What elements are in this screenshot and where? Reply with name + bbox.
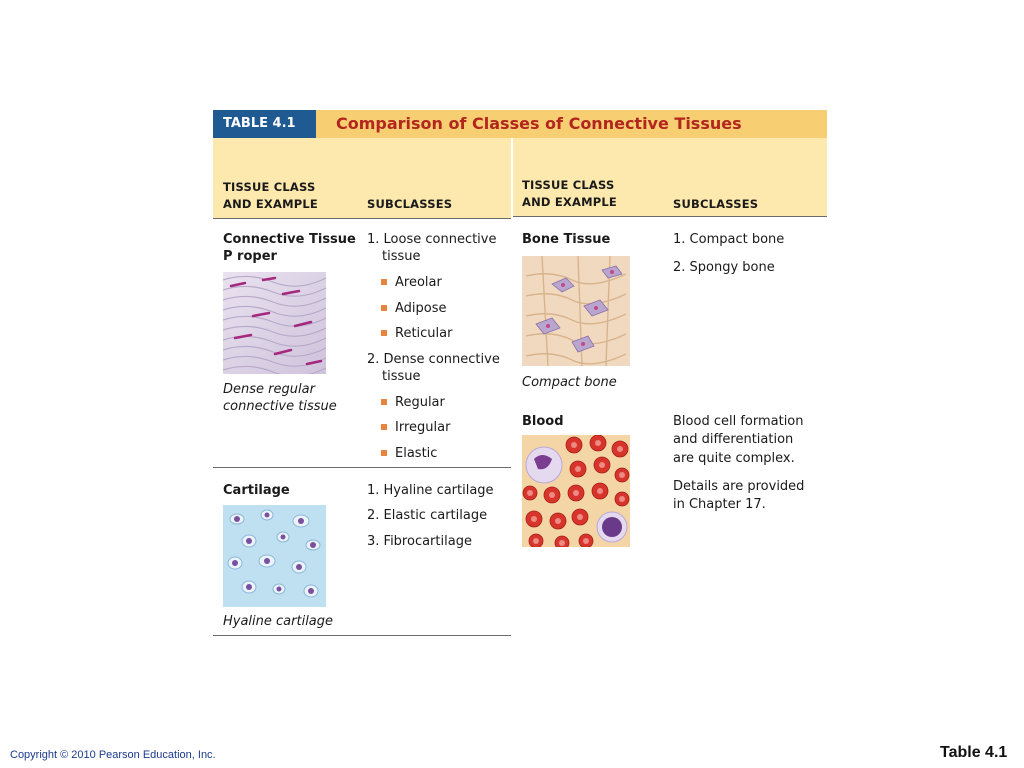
caption-compact-bone: Compact bone	[522, 375, 617, 390]
table-bottom-rule	[213, 635, 511, 636]
row-divider	[213, 467, 511, 468]
bullet-icon	[381, 330, 387, 336]
subclass-dense-line1: 2. Dense connective	[367, 352, 500, 367]
header-tissue-class-left: TISSUE CLASS AND EXAMPLE	[223, 180, 318, 211]
header-rule-right	[513, 216, 827, 217]
caption-dense-regular-line1: Dense regular	[223, 382, 315, 397]
table-number-label: TABLE 4.1	[213, 110, 316, 138]
tissue-name-ctp-line1: Connective Tissue	[223, 232, 356, 247]
blood-desc-line2: and differentiation	[673, 432, 794, 447]
table-title: Comparison of Classes of Connective Tissues	[336, 114, 742, 133]
header-rule-left	[213, 218, 511, 219]
caption-dense-regular-line2: connective tissue	[223, 399, 337, 414]
subclass-dense-line2: tissue	[382, 369, 421, 384]
blood-desc-line1: Blood cell formation	[673, 414, 804, 429]
header-tissue-class-right: TISSUE CLASS AND EXAMPLE	[522, 178, 617, 209]
header-subclasses-left: SUBCLASSES	[367, 197, 453, 211]
list-item-elastic: Elastic	[381, 445, 437, 462]
caption-hyaline-cartilage: Hyaline cartilage	[223, 614, 334, 629]
list-item-reticular: Reticular	[381, 325, 452, 342]
tissue-name-bone: Bone Tissue	[522, 232, 611, 247]
subclass-loose-line2: tissue	[382, 249, 421, 264]
subclass-spongy-bone: 2. Spongy bone	[673, 260, 775, 275]
bullet-icon	[381, 279, 387, 285]
header-subclasses-right: SUBCLASSES	[673, 197, 759, 211]
bullet-icon	[381, 305, 387, 311]
subclass-compact-bone: 1. Compact bone	[673, 232, 785, 247]
compact-bone-image	[522, 256, 630, 366]
blood-detail-line2: in Chapter 17.	[673, 497, 766, 512]
bullet-icon	[381, 450, 387, 456]
blood-smear-image	[522, 435, 630, 547]
subclass-fibrocartilage: 3. Fibrocartilage	[367, 534, 472, 549]
subclass-loose-line1: 1. Loose connective	[367, 232, 497, 247]
list-item-adipose: Adipose	[381, 300, 447, 317]
bullet-icon	[381, 424, 387, 430]
hyaline-cartilage-image	[223, 505, 326, 607]
list-item-regular: Regular	[381, 394, 445, 411]
copyright-notice: Copyright © 2010 Pearson Education, Inc.	[10, 749, 216, 761]
blood-desc-line3: are quite complex.	[673, 451, 795, 466]
tissue-name-ctp-line2: P roper	[223, 249, 277, 264]
tissue-name-cartilage: Cartilage	[223, 483, 290, 498]
dense-regular-connective-tissue-image	[223, 272, 326, 374]
blood-detail-line1: Details are provided	[673, 479, 805, 494]
bullet-icon	[381, 399, 387, 405]
subclass-elastic-cartilage: 2. Elastic cartilage	[367, 508, 488, 523]
list-item-areolar: Areolar	[381, 274, 442, 291]
list-item-irregular: Irregular	[381, 419, 450, 436]
tissue-name-blood: Blood	[522, 414, 564, 429]
slide-table-label: Table 4.1	[940, 744, 1008, 761]
subclass-hyaline: 1. Hyaline cartilage	[367, 483, 494, 498]
